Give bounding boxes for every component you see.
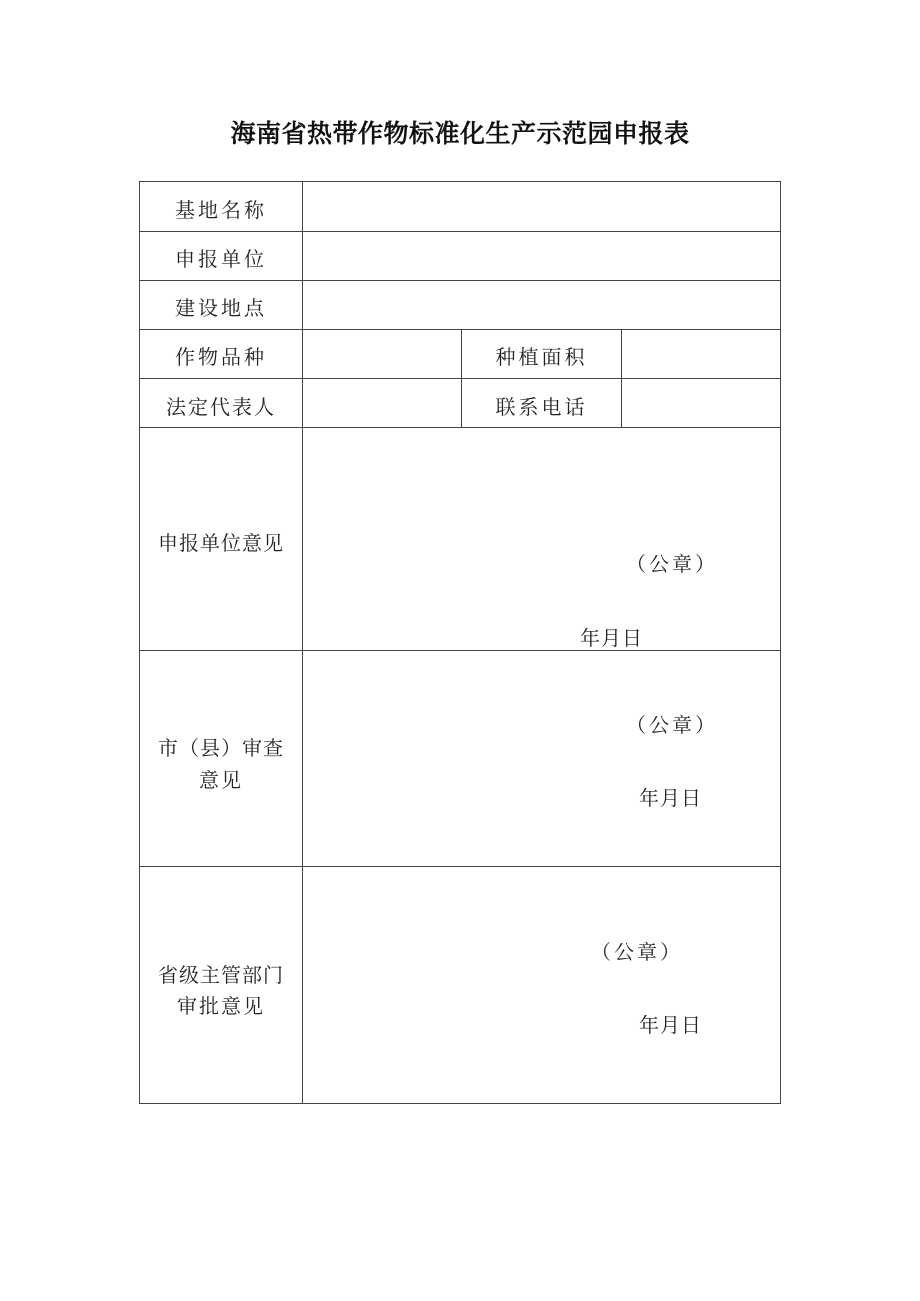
province-approval-field[interactable] (303, 867, 780, 1103)
applicant-opinion-field[interactable] (303, 428, 780, 650)
phone-label: 联系电话 (495, 395, 588, 419)
county-review-label-line2: 意见 (199, 768, 243, 792)
county-seal-text: （公章） (626, 713, 718, 737)
planting-area-label: 种植面积 (495, 345, 588, 369)
legal-rep-field[interactable] (303, 379, 461, 427)
legal-rep-label: 法定代表人 (166, 395, 276, 419)
planting-area-field[interactable] (622, 330, 780, 378)
phone-field[interactable] (622, 379, 780, 427)
crop-variety-label: 作物品种 (175, 345, 267, 369)
province-date-text: 年月日 (639, 1013, 702, 1037)
location-label: 建设地点 (175, 296, 267, 320)
county-review-label-line1: 市（县）审查 (158, 736, 284, 760)
location-field[interactable] (303, 281, 780, 329)
applicant-seal-text: （公章） (626, 552, 718, 576)
page-title: 海南省热带作物标准化生产示范园申报表 (230, 119, 690, 148)
province-seal-text: （公章） (591, 940, 683, 964)
applicant-label: 申报单位 (175, 247, 267, 271)
applicant-date-text: 年月日 (580, 626, 643, 650)
province-approval-label-line2: 审批意见 (177, 994, 265, 1018)
applicant-opinion-label: 申报单位意见 (158, 531, 284, 555)
applicant-field[interactable] (303, 232, 780, 280)
base-name-label: 基地名称 (175, 198, 267, 222)
county-review-field[interactable] (303, 651, 780, 866)
crop-variety-field[interactable] (303, 330, 461, 378)
county-date-text: 年月日 (639, 786, 702, 810)
application-form-table (139, 181, 781, 1104)
base-name-field[interactable] (303, 182, 780, 231)
province-approval-label-line1: 省级主管部门 (158, 963, 284, 987)
